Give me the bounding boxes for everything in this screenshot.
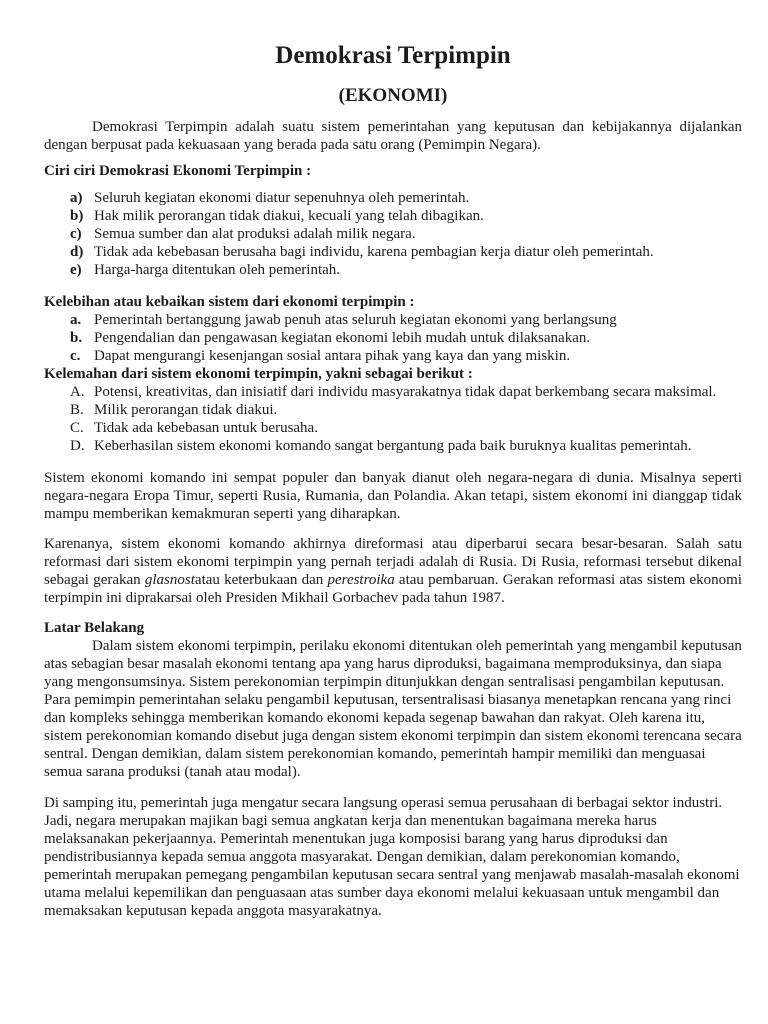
italic-term-glasnost: glasnost [144, 572, 195, 588]
list-marker: B. [70, 402, 84, 418]
list-item-text: Pengendalian dan pengawasan kegiatan ekonomi lebih mudah untuk dilaksanakan. [94, 330, 591, 346]
list-item-text: Milik perorangan tidak diakui. [94, 402, 278, 418]
list-marker: c) [70, 226, 82, 242]
list-item-text: Seluruh kegiatan ekonomi diatur sepenuhnya oleh pemerintah. [94, 190, 470, 206]
section-heading-kelemahan: Kelemahan dari sistem ekonomi terpimpin, yakni sebagai berikut : [44, 366, 473, 382]
paragraph-karenanya [44, 535, 742, 607]
section-heading-ciri: Ciri ciri Demokrasi Ekonomi Terpimpin : [44, 163, 312, 179]
paragraph-text: Karenanya, sistem ekonomi komando akhirnya direformasi atau diperbarui secara besar-besaran. Salah satu reformasi dari sistem ekonomi terpimpin yang pernah terjadi adalah di Rusia. Di Rusia, reformasi tersebut dikenal sebagai gerakan [44, 536, 742, 588]
kelebihan-list [44, 311, 742, 365]
list-marker: c. [70, 348, 81, 364]
list-item [44, 329, 742, 347]
list-item [44, 225, 742, 243]
list-marker: b) [70, 208, 84, 224]
list-item-text: Tidak ada kebebasan berusaha bagi individu, karena pembagian kerja diatur oleh pemerintah. [94, 244, 654, 260]
paragraph-latar-1: Dalam sistem ekonomi terpimpin, perilaku ekonomi ditentukan oleh pemerintah yang mengambil keputusan atas sebagian besar masalah ekonomi tentang apa yang harus diproduksi, bagaimana memproduksinya, dan siapa yang mengonsumsinya. Sistem perekonomian terpimpin ditunjukkan dengan sentralisasi pengambilan keputusan. Para pemimpin pemerintahan selaku pengambil keputusan, tersentralisasi biasanya menetapkan rencana yang rinci dan kompleks sehingga memberikan komando ekonomi kepada segenap bawahan dan rakyat. Oleh karena itu, sistem perekonomian komando disebut juga dengan sistem ekonomi terpimpin dan sistem ekonomi terencana secara sentral. Dengan demikian, dalam sistem perekonomian komando, pemerintah hampir memiliki dan menguasai semua sarana produksi (tanah atau modal). [44, 638, 742, 780]
list-item [44, 311, 742, 329]
list-item-text: Potensi, kreativitas, dan inisiatif dari individu masyarakatnya tidak dapat berkembang secara maksimal. [94, 384, 717, 400]
list-marker: a. [70, 312, 82, 328]
list-marker: C. [70, 420, 84, 436]
list-item-text: Keberhasilan sistem ekonomi komando sangat bergantung pada baik buruknya kualitas pemerintah. [94, 438, 692, 454]
list-item-text: Semua sumber dan alat produksi adalah milik negara. [94, 226, 416, 242]
paragraph-text: atau keterbukaan dan [194, 572, 328, 588]
list-item-text: Hak milik perorangan tidak diakui, kecuali yang telah dibagikan. [94, 208, 484, 224]
list-marker: A. [70, 384, 85, 400]
paragraph-latar-2: Di samping itu, pemerintah juga mengatur secara langsung operasi semua perusahaan di berbagai sektor industri. Jadi, negara merupakan majikan bagi semua angkatan kerja dan menentukan bagaimana mereka harus melaksanakan pekerjaannya. Pemerintah menentukan juga komposisi barang yang harus diproduksi dan pendistribusiannya kepada semua anggota masyarakat. Dengan demikian, dalam perekonomian komando, pemerintah merupakan pemegang pengambilan keputusan secara sentral yang menjawab masalah-masalah ekonomi utama melalui kepemilikan dan penguasaan atas sumber daya ekonomi melalui kekuasaan untuk mengambil dan memaksakan keputusan kepada anggota masyarakatnya. [44, 795, 740, 919]
list-item [44, 401, 742, 419]
section-heading-latar-belakang: Latar Belakang [44, 620, 145, 636]
list-marker: d) [70, 244, 84, 260]
list-item-text: Harga-harga ditentukan oleh pemerintah. [94, 262, 341, 278]
document-title: Demokrasi Terpimpin [275, 42, 511, 69]
list-item [44, 261, 742, 279]
list-item [44, 243, 742, 261]
list-item [44, 437, 742, 455]
list-item [44, 189, 742, 207]
section-heading-kelebihan: Kelebihan atau kebaikan sistem dari ekonomi terpimpin : [44, 294, 415, 310]
list-item [44, 383, 742, 401]
list-item-text: Pemerintah bertanggung jawab penuh atas seluruh kegiatan ekonomi yang berlangsung [94, 312, 617, 328]
ciri-list [44, 189, 742, 279]
list-marker: b. [70, 330, 83, 346]
list-item-text: Dapat mengurangi kesenjangan sosial antara pihak yang kaya dan yang miskin. [94, 348, 571, 364]
list-marker: a) [70, 190, 83, 206]
paragraph-komando: Sistem ekonomi komando ini sempat populer dan banyak dianut oleh negara-negara di dunia. Misalnya seperti negara-negara Eropa Timur, seperti Rusia, Rumania, dan Polandia. Akan tetapi, sistem ekonomi ini dianggap tidak mampu memberikan kemakmuran seperti yang diharapkan. [44, 470, 742, 522]
document-subtitle: (EKONOMI) [338, 85, 448, 106]
intro-paragraph: Demokrasi Terpimpin adalah suatu sistem pemerintahan yang keputusan dan kebijakannya dijalankan dengan berpusat pada kekuasaan yang berada pada satu orang (Pemimpin Negara). [44, 119, 742, 153]
kelemahan-list [44, 383, 742, 455]
paragraph-text: atau pembaruan. Gerakan reformasi atas sistem ekonomi terpimpin ini diprakarsai oleh Presiden Mikhail Gorbachev pada tahun 1987. [44, 572, 743, 606]
list-item [44, 347, 742, 365]
list-marker: D. [70, 438, 85, 454]
list-item [44, 419, 742, 437]
list-marker: e) [70, 262, 82, 278]
list-item [44, 207, 742, 225]
italic-term-perestroika: perestroika [327, 572, 395, 588]
list-item-text: Tidak ada kebebasan untuk berusaha. [94, 420, 318, 436]
